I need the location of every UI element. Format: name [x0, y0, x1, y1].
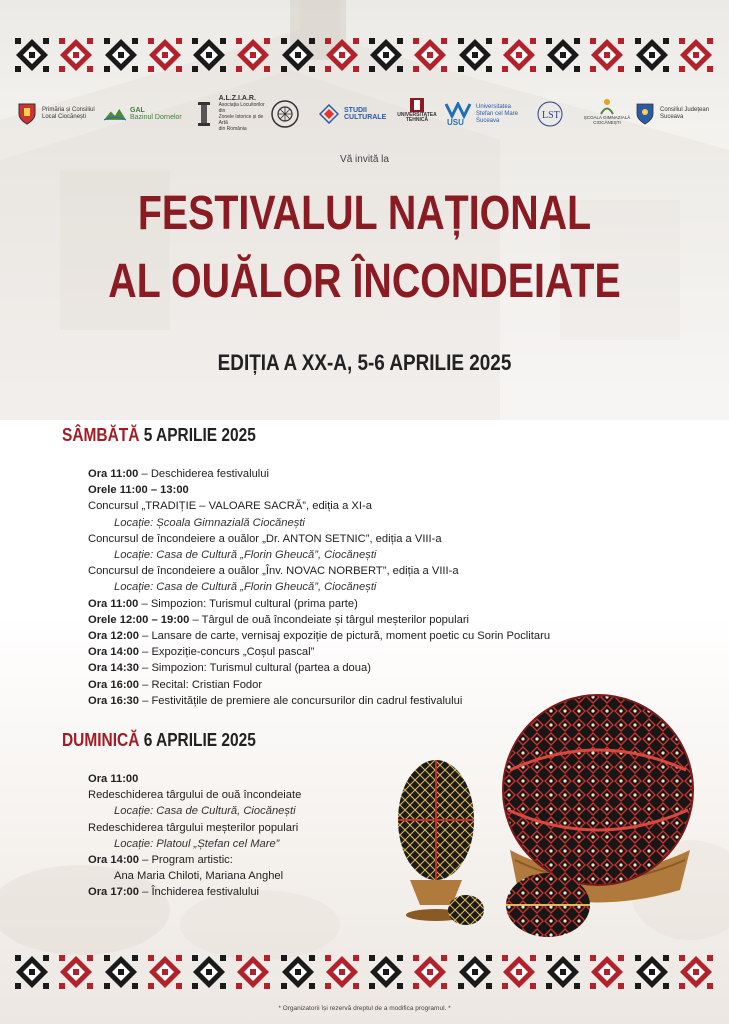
- partner-logo: Consiliul Județean Suceava: [634, 97, 716, 131]
- mountain-logo-icon: [104, 101, 126, 127]
- invitation-text: Vă invită la: [340, 154, 389, 165]
- partner-logo: UNIVERSITATEA TEHNICĂ: [390, 97, 444, 131]
- ornament-motif-icon: [412, 37, 448, 73]
- schedule-time: Ora 16:30: [88, 694, 139, 707]
- disclaimer-note: * Organizatorii își rezervă dreptul de a modifica programul. *: [278, 1005, 451, 1012]
- schedule-row: [88, 660, 548, 676]
- schedule-text: – Expoziție-concurs „Coșul pascal”: [139, 646, 315, 659]
- painted-eggs-illustration: [390, 690, 729, 945]
- schedule-text: – Simpozion: Turismul cultural (partea a doua): [139, 662, 371, 675]
- schedule-time: Ora 16:00: [88, 678, 139, 691]
- bottom-ornament-band: [14, 951, 714, 993]
- ornament-motif-icon: [501, 37, 537, 73]
- ornament-motif-icon: [280, 954, 316, 990]
- svg-text:LST: LST: [542, 110, 560, 121]
- ornament-motif-icon: [324, 37, 360, 73]
- partner-logo: Primăria și Consiliul Local Ciocănești: [16, 97, 104, 131]
- round-seal-icon: [270, 101, 300, 127]
- ornament-motif-icon: [14, 37, 50, 73]
- schedule-text: Locație: Casa de Cultură „Florin Gheucă”, Ciocănești: [114, 549, 377, 562]
- schedule-time: Orele 12:00 – 19:00: [88, 613, 190, 626]
- partner-logo: USU Universitatea Ștefan cel Mare Suceava: [444, 97, 536, 131]
- schedule-row: [88, 515, 548, 531]
- day-1-schedule: [88, 466, 551, 709]
- ornament-motif-icon: [14, 954, 50, 990]
- top-ornament-band: [14, 34, 714, 76]
- day-1-date: 5 APRILIE 2025: [143, 425, 256, 445]
- schedule-row: [88, 628, 551, 644]
- schedule-text: – Simpozion: Turismul cultural (prima parte): [138, 597, 358, 610]
- ornament-motif-icon: [678, 37, 714, 73]
- partner-logo: GAL Bazinul Dornelor: [104, 97, 194, 131]
- ornament-motif-icon: [545, 954, 581, 990]
- ornament-motif-icon: [58, 954, 94, 990]
- schedule-time: Ora 14:00: [88, 854, 139, 867]
- ornament-motif-icon: [280, 37, 316, 73]
- schedule-text: Concursul „TRADIȚIE – VALOARE SACRĂ”, ediția a XI-a: [88, 500, 372, 513]
- ornament-motif-icon: [58, 37, 94, 73]
- schedule-text: Locație: Casa de Cultură „Florin Gheucă”, Ciocănești: [114, 581, 377, 594]
- ornament-motif-icon: [501, 954, 537, 990]
- schedule-text: – Târgul de ouă încondeiate și târgul meșterilor populari: [189, 613, 470, 626]
- schedule-text: Ana Maria Chiloti, Mariana Anghel: [114, 870, 284, 883]
- school-logo-icon: [596, 97, 618, 115]
- ornament-motif-icon: [545, 37, 581, 73]
- schedule-row: [88, 644, 548, 660]
- ornament-motif-icon: [103, 37, 139, 73]
- schedule-text: Redeschiderea târgului meșterilor populari: [88, 821, 299, 834]
- cultural-studies-icon: [318, 101, 340, 127]
- schedule-text: Concursul de încondeiere a ouălor „Înv. NOVAC NORBERT”, ediția a VIII-a: [88, 565, 459, 578]
- schedule-text: – Lansare de carte, vernisaj expoziție de pictură, moment poetic cu Sorin Poclitaru: [139, 630, 551, 643]
- schedule-text: Locație: Platoul „Ștefan cel Mare”: [114, 837, 280, 850]
- schedule-row: [88, 612, 548, 628]
- ornament-motif-icon: [412, 954, 448, 990]
- edition-dates: EDIȚIA A XX-A, 5-6 APRILIE 2025: [217, 350, 512, 375]
- ornament-motif-icon: [634, 954, 670, 990]
- ornament-motif-icon: [457, 954, 493, 990]
- column-logo-icon: [194, 101, 215, 127]
- schedule-text: – Recital: Cristian Fodor: [139, 678, 263, 691]
- day-1-name: SÂMBĂTĂ: [62, 425, 140, 445]
- schedule-row: [88, 482, 548, 498]
- schedule-row: [88, 596, 548, 612]
- schedule-text: Concursul de încondeiere a ouălor „Dr. ANTON SETNIC”, ediția a VIII-a: [88, 532, 442, 545]
- schedule-text: – Program artistic:: [139, 854, 233, 867]
- ornament-motif-icon: [324, 954, 360, 990]
- schedule-text: – Festivitățile de premiere ale concursurilor din cadrul festivalului: [139, 694, 463, 707]
- ornament-motif-icon: [368, 37, 404, 73]
- schedule-time: Ora 14:30: [88, 662, 139, 675]
- partner-logo: A.L.Z.I.A.R. Asociația Locuitorilor din Zonele Istorice și de Artă din România: [194, 97, 270, 131]
- county-crest-icon: [634, 101, 656, 127]
- ornament-motif-icon: [678, 954, 714, 990]
- city-crest-icon: [16, 101, 38, 127]
- usv-logo-icon: [444, 101, 472, 127]
- day-2-date: 6 APRILIE 2025: [143, 730, 256, 750]
- schedule-row: [88, 579, 548, 595]
- ornament-motif-icon: [191, 954, 227, 990]
- schedule-text: Locație: Casa de Cultură, Ciocănești: [114, 805, 296, 818]
- schedule-text: – Deschiderea festivalului: [138, 468, 269, 480]
- day-2-heading: [62, 730, 256, 751]
- schedule-row: [88, 547, 548, 563]
- day-2-name: DUMINICĂ: [62, 730, 140, 750]
- schedule-time: Ora 11:00: [88, 597, 139, 610]
- day-1-heading: [62, 425, 256, 446]
- ornament-motif-icon: [235, 37, 271, 73]
- partner-logo: ȘCOALA GIMNAZIALĂ CIOCĂNEȘTI: [580, 97, 634, 131]
- svg-text:USU: USU: [447, 118, 464, 126]
- schedule-text: – Închiderea festivalului: [139, 886, 260, 899]
- schedule-time: Ora 11:00: [88, 468, 139, 480]
- schedule-row: [88, 563, 548, 579]
- festival-title-line-1: FESTIVALUL NAȚIONAL: [137, 187, 592, 240]
- partner-logo: [536, 97, 580, 131]
- festival-title-line-2: AL OUĂLOR ÎNCONDEIATE: [108, 255, 621, 308]
- ornament-motif-icon: [589, 954, 625, 990]
- schedule-time: Ora 12:00: [88, 630, 139, 643]
- schedule-text: Locație: Școala Gimnazială Ciocănești: [114, 516, 305, 529]
- tech-university-icon: [406, 97, 428, 113]
- ornament-motif-icon: [191, 37, 227, 73]
- ornament-motif-icon: [147, 37, 183, 73]
- partner-logo: STUDII CULTURALE: [318, 97, 390, 131]
- schedule-row: [88, 498, 548, 514]
- schedule-row: [88, 466, 548, 482]
- partner-logos: [16, 96, 716, 132]
- ornament-motif-icon: [457, 37, 493, 73]
- ornament-motif-icon: [368, 954, 404, 990]
- lst-logo-icon: [536, 101, 564, 127]
- schedule-time: Ora 14:00: [88, 646, 139, 659]
- ornament-motif-icon: [589, 37, 625, 73]
- schedule-row: [88, 531, 548, 547]
- schedule-time: Orele 11:00 – 13:00: [88, 484, 189, 497]
- schedule-text: Redeschiderea târgului de ouă încondeiate: [88, 789, 302, 802]
- schedule-time: Ora 11:00: [88, 773, 139, 785]
- ornament-motif-icon: [634, 37, 670, 73]
- ornament-motif-icon: [147, 954, 183, 990]
- ornament-motif-icon: [235, 954, 271, 990]
- partner-logo: [270, 97, 318, 131]
- ornament-motif-icon: [103, 954, 139, 990]
- schedule-time: Ora 17:00: [88, 886, 139, 899]
